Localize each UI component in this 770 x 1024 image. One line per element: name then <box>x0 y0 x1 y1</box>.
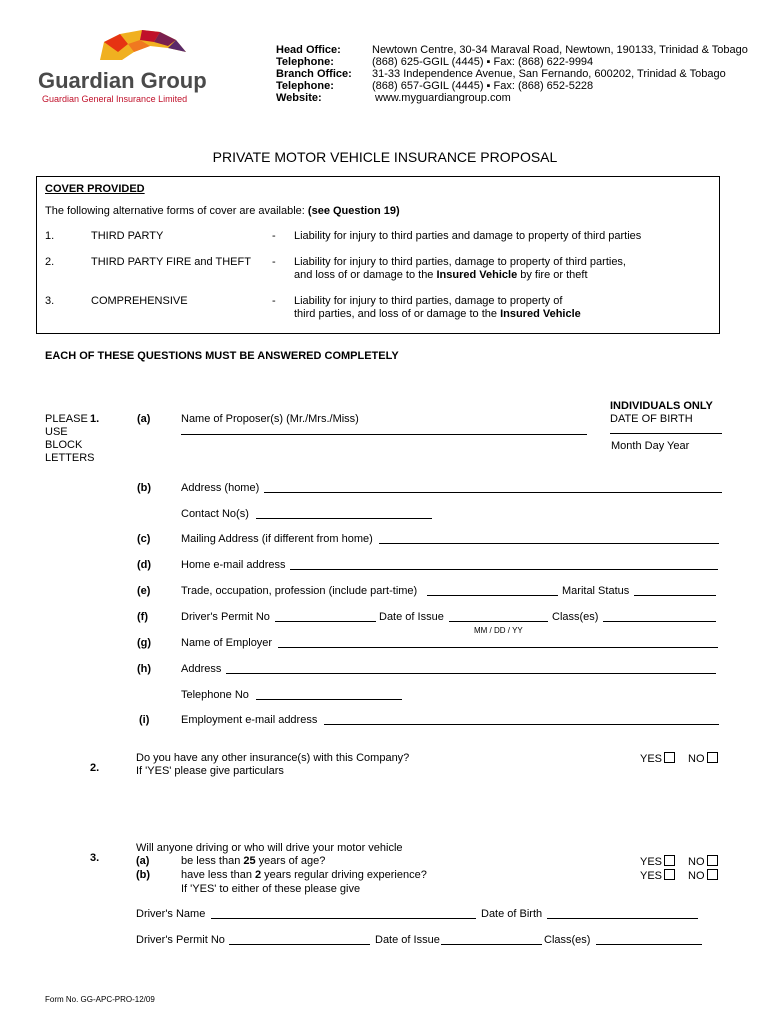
cover-item-name: THIRD PARTY FIRE and THEFT <box>91 256 251 268</box>
branch-office-label: Branch Office: <box>276 68 352 80</box>
driver-permit-field[interactable] <box>229 944 370 945</box>
q3a-no <box>688 855 718 868</box>
driver-permit-label: Driver's Permit No <box>136 934 225 946</box>
q1i-text: Employment e-mail address <box>181 714 318 726</box>
q3-line1: Will anyone driving or who will drive your motor vehicle <box>136 842 403 854</box>
driver-classes-field[interactable] <box>596 944 702 945</box>
question-number: 1. <box>90 413 100 425</box>
yes-label: YES <box>640 753 663 765</box>
q3a-age: 25 <box>243 855 256 867</box>
marital-status-label: Marital Status <box>562 585 630 597</box>
question-number: 3. <box>90 852 100 864</box>
drivers-name-label: Driver's Name <box>136 908 206 920</box>
telephone-1: (868) 625-GGIL (4445) ▪ Fax: (868) 622-9994 <box>372 56 594 68</box>
guardian-logo <box>38 30 213 110</box>
yes-checkbox[interactable] <box>664 752 675 763</box>
form-number: Form No. GG-APC-PRO-12/09 <box>45 995 155 1004</box>
classes-label: Class(es) <box>552 611 599 623</box>
date-of-issue-label: Date of Issue <box>379 611 444 623</box>
marital-status-field[interactable] <box>634 595 716 596</box>
insured-vehicle-term: Insured Vehicle <box>500 308 581 320</box>
q1f-text: Driver's Permit No <box>181 611 270 623</box>
q1a-text: Name of Proposer(s) (Mr./Mrs./Miss) <box>181 413 359 425</box>
cover-item-dash: - <box>272 230 276 242</box>
cover-item-desc: Liability for injury to third parties, damage to property of <box>294 295 563 307</box>
cover-item-dash: - <box>272 295 276 307</box>
head-office-label: Head Office: <box>276 44 341 56</box>
date-of-issue-field[interactable] <box>449 621 548 622</box>
cover-item-num: 1. <box>45 230 55 242</box>
cover-intro-text: The following alternative forms of cover are available: <box>45 205 305 217</box>
employer-telephone-field[interactable] <box>256 699 402 700</box>
q1b-label: (b) <box>137 482 152 494</box>
drivers-permit-field[interactable] <box>275 621 376 622</box>
q2-no <box>688 752 718 765</box>
q1f-label: (f) <box>137 611 148 623</box>
q1g-label: (g) <box>137 637 152 649</box>
cover-intro-ref: (see Question 19) <box>307 205 400 217</box>
dob-heading: DATE OF BIRTH <box>610 413 693 425</box>
yes-checkbox[interactable] <box>664 869 675 880</box>
cover-heading: COVER PROVIDED <box>45 183 145 195</box>
q3a-text <box>181 855 325 867</box>
website-label: Website: <box>276 92 322 104</box>
q3a-post: years of age? <box>255 855 326 867</box>
drivers-name-field[interactable] <box>211 918 476 919</box>
individuals-heading: INDIVIDUALS ONLY <box>610 400 713 412</box>
classes-field[interactable] <box>603 621 716 622</box>
cover-intro <box>45 205 400 217</box>
cover-item-desc-2 <box>294 269 588 281</box>
q1e-label: (e) <box>137 585 151 597</box>
head-office-address: Newtown Centre, 30-34 Maraval Road, Newtown, 190133, Trinidad & Tobago <box>372 44 748 56</box>
desc-text: third parties, and loss of or damage to the <box>294 308 501 320</box>
yes-label: YES <box>640 856 663 868</box>
driver-issue-field[interactable] <box>441 944 542 945</box>
driver-dob-label: Date of Birth <box>481 908 543 920</box>
occupation-field[interactable] <box>427 595 558 596</box>
side-note-block: BLOCK <box>45 439 83 451</box>
q1h-label: (h) <box>137 663 152 675</box>
q3b-text <box>181 869 427 881</box>
contact-field[interactable] <box>256 518 432 519</box>
telephone-2: (868) 657-GGIL (4445) ▪ Fax: (868) 652-5228 <box>372 80 594 92</box>
q3b-years: 2 <box>255 869 262 881</box>
q3a-pre: be less than <box>181 855 244 867</box>
side-note-letters: LETTERS <box>45 452 95 464</box>
telephone-label-1: Telephone: <box>276 56 334 68</box>
cover-item-num: 3. <box>45 295 55 307</box>
home-address-field[interactable] <box>264 492 722 493</box>
dob-field[interactable] <box>610 433 722 434</box>
q3b-post: years regular driving experience? <box>261 869 427 881</box>
q1g-text: Name of Employer <box>181 637 273 649</box>
q3b-pre: have less than <box>181 869 255 881</box>
date-format-hint: MM / DD / YY <box>474 626 523 635</box>
q3b-yes <box>640 869 675 882</box>
q1h-text: Address <box>181 663 222 675</box>
driver-classes-label: Class(es) <box>544 934 591 946</box>
cover-item-desc: Liability for injury to third parties and damage to property of third parties <box>294 230 642 242</box>
q3a-label: (a) <box>136 855 150 867</box>
q2-line2: If 'YES' please give particulars <box>136 765 284 777</box>
q3-note: If 'YES' to either of these please give <box>181 883 361 895</box>
q1b-text: Address (home) <box>181 482 260 494</box>
no-label: NO <box>688 856 705 868</box>
cover-item-desc: Liability for injury to third parties, damage to property of third parties, <box>294 256 626 268</box>
telephone-label-2: Telephone: <box>276 80 334 92</box>
no-label: NO <box>688 870 705 882</box>
contact-label: Contact No(s) <box>181 508 249 520</box>
q1c-label: (c) <box>137 533 151 545</box>
desc-text: by fire or theft <box>517 269 588 281</box>
desc-text: and loss of or damage to the <box>294 269 437 281</box>
employment-email-field[interactable] <box>324 724 719 725</box>
cover-item-name: THIRD PARTY <box>91 230 164 242</box>
yes-checkbox[interactable] <box>664 855 675 866</box>
home-email-field[interactable] <box>290 569 718 570</box>
q1e-text: Trade, occupation, profession (include part-time) <box>181 585 418 597</box>
q2-yes <box>640 752 675 765</box>
website-link[interactable]: www.myguardiangroup.com <box>375 92 511 104</box>
cover-item-name: COMPREHENSIVE <box>91 295 188 307</box>
mailing-address-field[interactable] <box>379 543 719 544</box>
q2-line1: Do you have any other insurance(s) with this Company? <box>136 752 410 764</box>
q1a-label: (a) <box>137 413 151 425</box>
q3a-yes <box>640 855 675 868</box>
side-note-please: PLEASE <box>45 413 88 425</box>
question-number: 2. <box>90 762 100 774</box>
driver-issue-label: Date of Issue <box>375 934 440 946</box>
q3b-no <box>688 869 718 882</box>
dob-format: Month Day Year <box>611 440 690 452</box>
instructions-heading: EACH OF THESE QUESTIONS MUST BE ANSWERED COMPLETELY <box>45 350 399 362</box>
page-title: PRIVATE MOTOR VEHICLE INSURANCE PROPOSAL <box>212 149 558 165</box>
logo-subtitle: Guardian General Insurance Limited <box>42 94 188 104</box>
no-checkbox[interactable] <box>707 855 718 866</box>
insured-vehicle-term: Insured Vehicle <box>436 269 518 281</box>
q3b-label: (b) <box>136 869 151 881</box>
no-checkbox[interactable] <box>707 869 718 880</box>
cover-item-dash: - <box>272 256 276 268</box>
logo-name: Guardian Group <box>38 68 207 93</box>
cover-item-desc-2 <box>294 308 581 320</box>
branch-office-address: 31-33 Independence Avenue, San Fernando, 600202, Trinidad & Tobago <box>372 68 726 80</box>
no-label: NO <box>688 753 705 765</box>
driver-dob-field[interactable] <box>547 918 698 919</box>
q1c-text: Mailing Address (if different from home) <box>181 533 373 545</box>
q1d-text: Home e-mail address <box>181 559 286 571</box>
side-note-use: USE <box>45 426 68 438</box>
no-checkbox[interactable] <box>707 752 718 763</box>
cover-item-num: 2. <box>45 256 55 268</box>
employer-address-field[interactable] <box>226 673 716 674</box>
q1d-label: (d) <box>137 559 152 571</box>
employer-name-field[interactable] <box>278 647 718 648</box>
telephone-label: Telephone No <box>181 689 249 701</box>
proposer-name-field[interactable] <box>181 434 587 435</box>
q1i-label: (i) <box>139 714 150 726</box>
yes-label: YES <box>640 870 663 882</box>
